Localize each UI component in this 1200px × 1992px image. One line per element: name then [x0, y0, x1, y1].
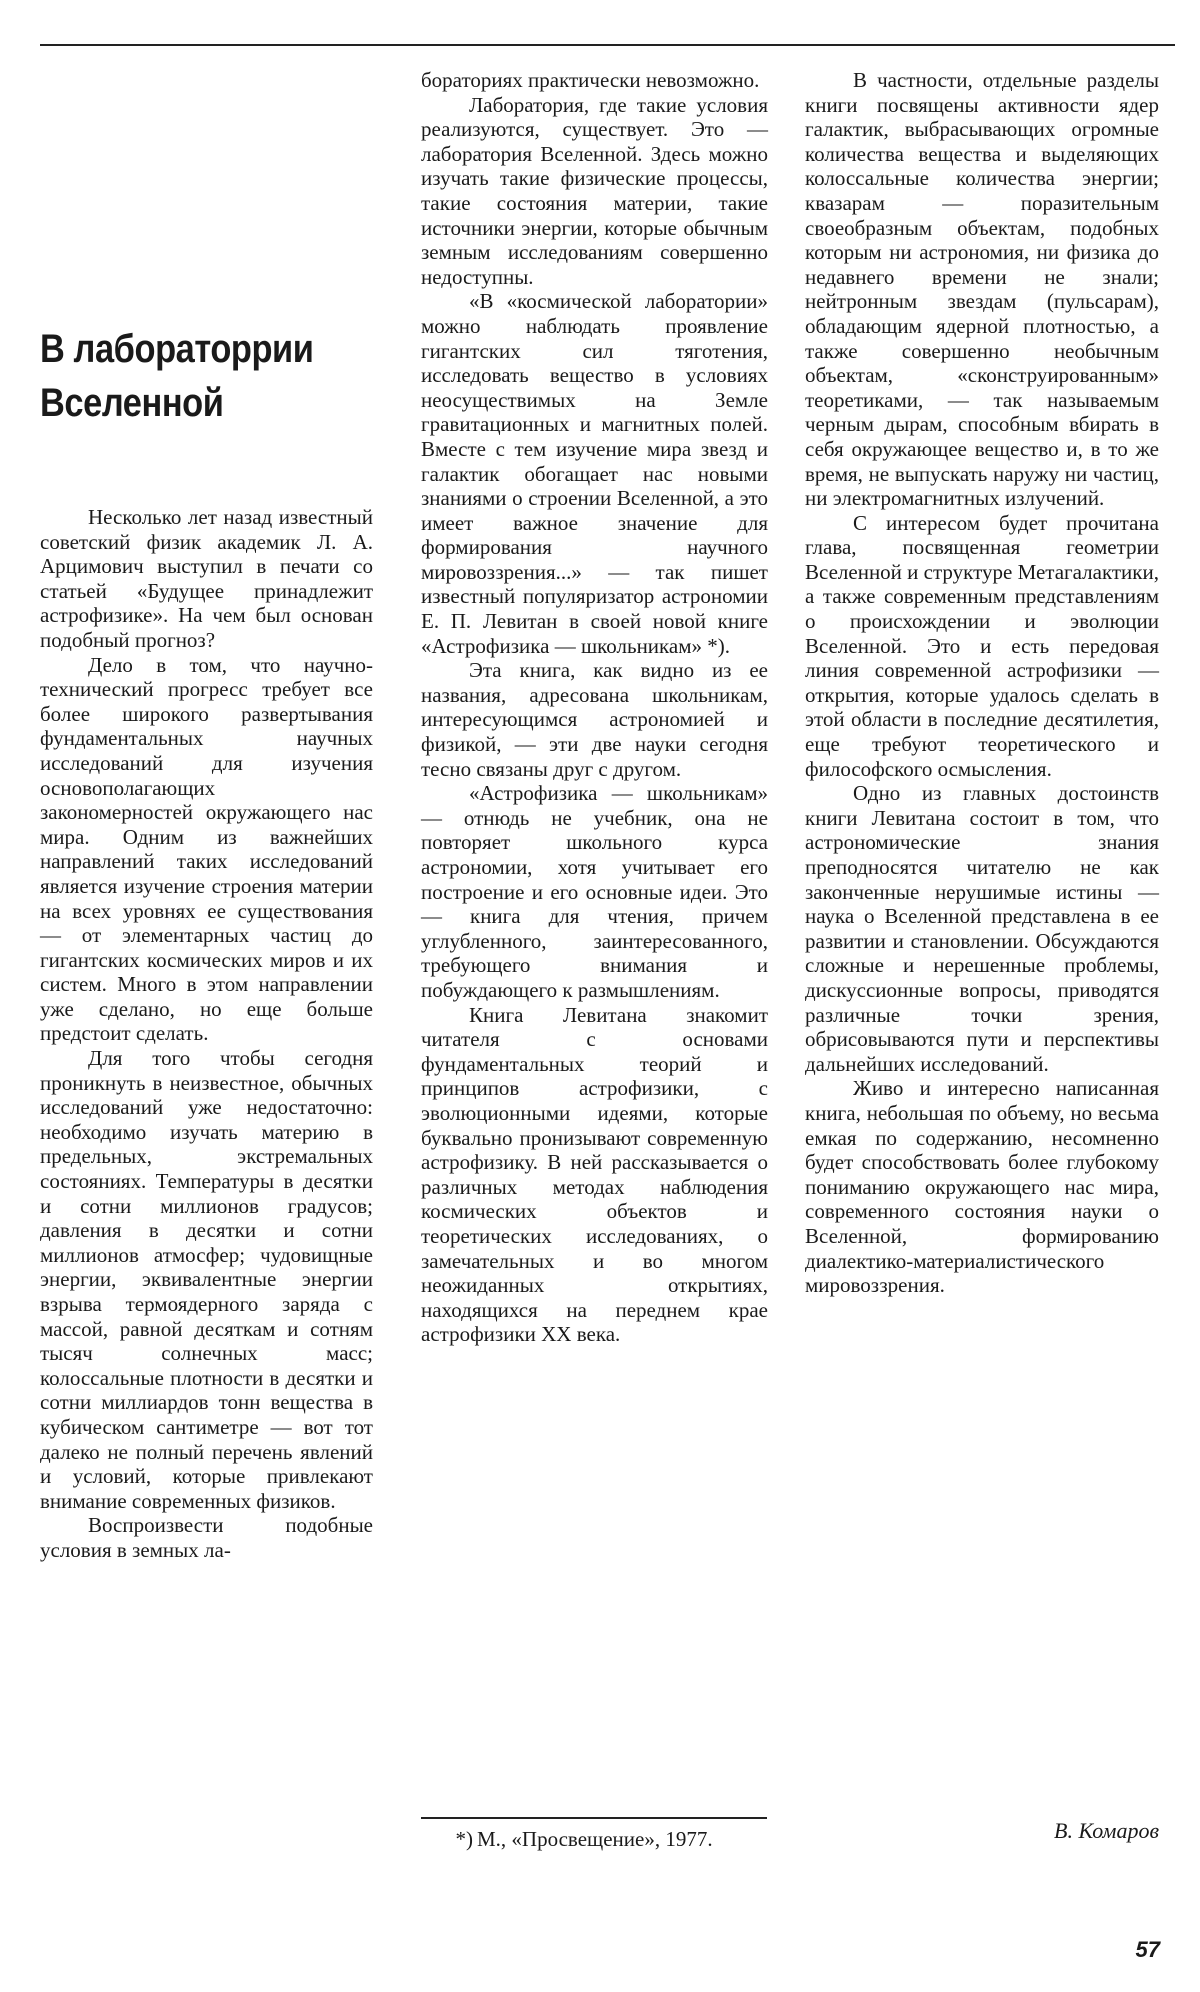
top-rule	[40, 44, 1175, 46]
paragraph: Одно из главных достоинств книги Левитана состоит в том, что астрономические знания преподносятся читателю не как законченные нерушимые истины — наука о Вселенной представлена в ее развитии и становлении. Обсуждаются сложные и нерешенные проблемы, дискуссионные вопросы, приводятся различные точки зрения, обрисовываются пути и перспективы дальнейших исследований.	[805, 781, 1159, 1076]
paragraph: Для того чтобы сегодня проникнуть в неизвестное, обычных исследований уже недостаточно: необходимо изучать материю в предельных, экстремальных состояниях. Температуры в десятки и сотни миллионов градусов; давления в десятки и сотни миллионов атмосфер; чудовищные энергии, эквивалентные энергии взрыва термоядерного заряда с массой, равной десяткам и сотням тысяч солнечных масс; колоссальные плотности в десятки и сотни миллиардов тонн вещества в кубическом сантиметре — вот тот далеко не полный перечень явлений и условий, которые привлекают внимание современных физиков.	[40, 1046, 373, 1513]
paragraph: бораториях практически невозможно.	[421, 68, 760, 92]
column-3	[805, 68, 1159, 1298]
footnote-rule	[421, 1817, 767, 1819]
author-signature: В. Комаров	[1054, 1818, 1159, 1843]
title-line-2: Вселенной	[40, 381, 224, 425]
column-2	[421, 68, 768, 1347]
paragraph: Воспроизвести подобные условия в земных ла-	[40, 1513, 373, 1562]
paragraph: Лаборатория, где такие условия реализуются, существует. Это — лаборатория Вселенной. Здесь можно изучать такие физические процессы, такие состояния материи, такие источники энергии, которые обычным земным исследованиям совершенно недоступны.	[421, 92, 768, 289]
footnote-text: М., «Просвещение», 1977.	[477, 1827, 713, 1851]
paragraph: Живо и интересно написанная книга, небольшая по объему, но весьма емкая по содержанию, несомненно будет способствовать более глубокому пониманию окружающего нас мира, современного состояния науки о Вселенной, формированию диалектико-материалистического мировоззрения.	[805, 1076, 1159, 1298]
paragraph: С интересом будет прочитана глава, посвященная геометрии Вселенной и структуре Метагалактики, а также современным представлениям о происхождении и эволюции Вселенной. Это и есть передовая линия современной астрофизики — открытия, которые удалось сделать в этой области в последние десятилетия, еще требуют теоретического и философского осмысления.	[805, 510, 1159, 781]
article-title	[40, 322, 324, 430]
footnote-mark: *)	[455, 1827, 473, 1851]
paragraph: Эта книга, как видно из ее названия, адресована школьникам, интересующимся астрономией и физикой, — эти две науки сегодня тесно связаны друг с другом.	[421, 658, 768, 781]
column-1	[40, 505, 373, 1563]
paragraph: «В «космической лаборатории» можно наблюдать проявление гигантских сил тяготения, исследовать вещество в условиях неосуществимых на Земле гравитационных и магнитных полей. Вместе с тем изучение мира звезд и галактик обогащает нас новыми знаниями о строении Вселенной, а это имеет важное значение для формирования научного мировоззрения...» — так пишет известный популяризатор астрономии Е. П. Левитан в своей новой книге «Астрофизика — школьникам» *).	[421, 289, 768, 658]
paragraph: Книга Левитана знакомит читателя с основами фундаментальных теорий и принципов астрофизики, с эволюционными идеями, которые буквально пронизывают современную астрофизику. В ней рассказывается о различных методах наблюдения космических объектов и теоретических исследованиях, о замечательных и во многом неожиданных открытиях, находящихся на переднем крае астрофизики XX века.	[421, 1002, 768, 1347]
paragraph: «Астрофизика — школьникам» — отнюдь не учебник, она не повторяет школьного курса астрономии, хотя учитывает его построение и его основные идеи. Это — книга для чтения, причем углубленного, заинтересованного, требующего внимания и побуждающего к размышлениям.	[421, 781, 768, 1002]
page-number: 57	[1135, 1937, 1160, 1962]
title-line-1: В лабораторрии	[40, 327, 314, 371]
paragraph: В частности, отдельные разделы книги посвящены активности ядер галактик, выбрасывающих огромные количества вещества и выделяющих колоссальные количества энергии; квазарам — поразительным своеобразным объектам, подобных которым ни астрономия, ни физика до недавнего времени не знали; нейтронным звездам (пульсарам), обладающим ядерной плотностью, а также совершенно необычным объектам, «сконструированным» теоретиками, — так называемым черным дырам, способным вбирать в себя окружающее вещество и, в то же время, не выпускать наружу ни частиц, ни электромагнитных излучений.	[805, 68, 1159, 511]
paragraph: Дело в том, что научно-технический прогресс требует все более широкого развертывания фундаментальных научных исследований для изучения основополагающих закономерностей окружающего нас мира. Одним из важнейших направлений таких исследований является изучение строения материи на всех уровнях ее существования — от элементарных частиц до гигантских космических миров и их систем. Много в этом направлении уже сделано, но еще больше предстоит сделать.	[40, 652, 373, 1046]
footnote	[421, 1827, 768, 1852]
paragraph: Несколько лет назад известный советский физик академик Л. А. Арцимович выступил в печати со статьей «Будущее принадлежит астрофизике». На чем был основан подобный прогноз?	[40, 505, 373, 652]
